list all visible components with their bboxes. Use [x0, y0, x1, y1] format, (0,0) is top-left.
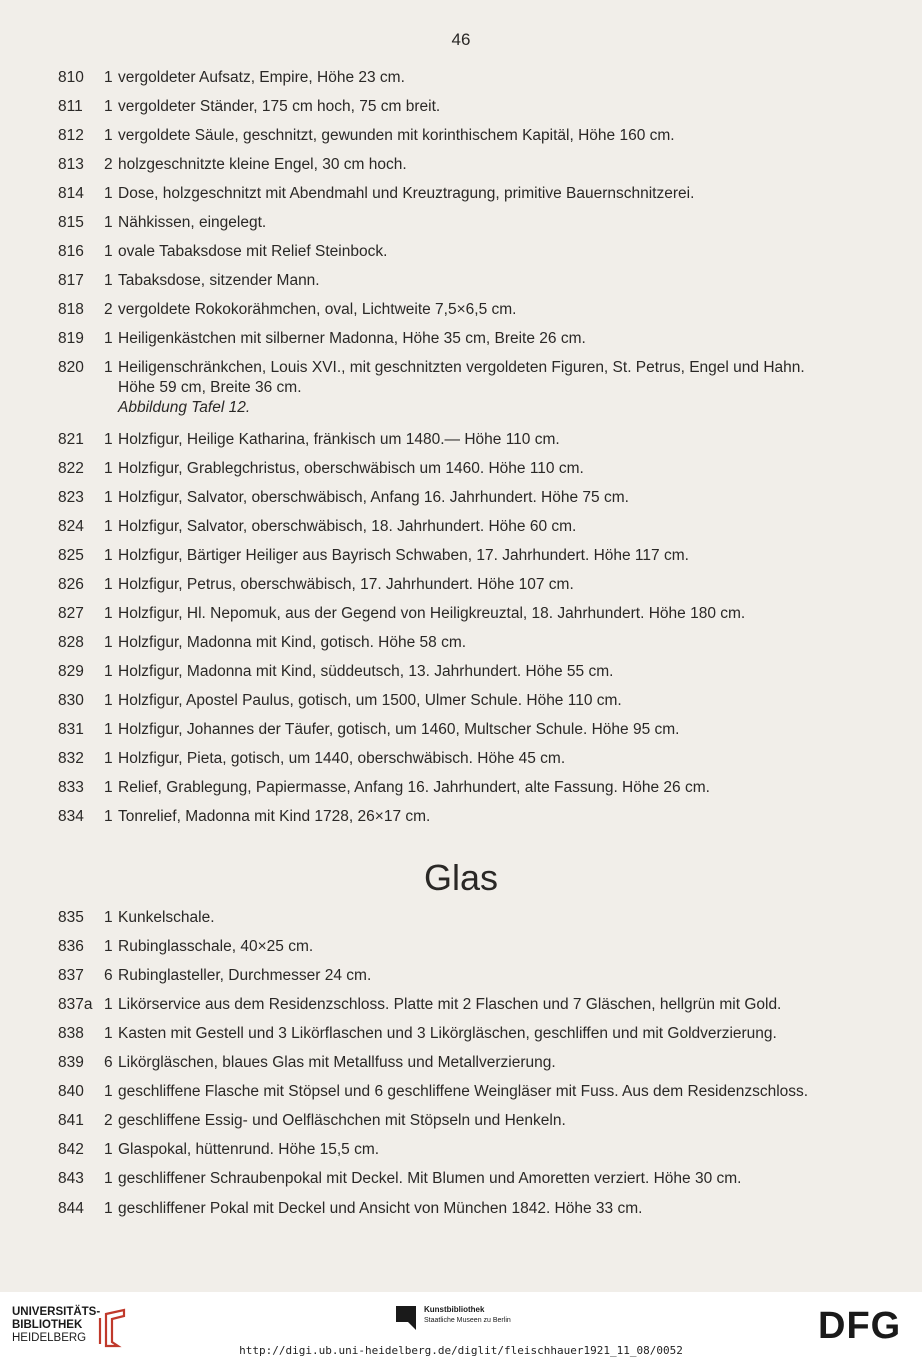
entry-description-line: Holzfigur, Salvator, oberschwäbisch, 18. Jahrhundert. Höhe 60 cm.	[118, 518, 577, 535]
entry-description	[118, 329, 884, 349]
kunstbibliothek-logo[interactable]	[396, 1304, 556, 1334]
entry-description	[118, 300, 884, 320]
entry-quantity: 1	[104, 605, 113, 622]
entry-number: 820	[58, 359, 84, 376]
entry-description	[118, 155, 884, 175]
entry-description	[118, 1140, 884, 1160]
entry-quantity: 2	[104, 301, 113, 318]
entry-description-line: Holzfigur, Petrus, oberschwäbisch, 17. Jahrhundert. Höhe 107 cm.	[118, 576, 574, 593]
entry-description	[118, 126, 884, 146]
entry-description	[118, 459, 884, 479]
entry-description-line: vergoldeter Aufsatz, Empire, Höhe 23 cm.	[118, 69, 405, 86]
entry-number: 834	[58, 808, 84, 825]
entry-quantity: 1	[104, 460, 113, 477]
entry-quantity: 1	[104, 663, 113, 680]
entry-description	[118, 488, 884, 508]
entry-description-line: Heiligenschränkchen, Louis XVI., mit geschnitzten vergoldeten Figuren, St. Petrus, Engel und Hahn.	[118, 359, 805, 376]
entry-quantity: 1	[104, 243, 113, 260]
entry-quantity: 1	[104, 634, 113, 651]
entry-description	[118, 807, 884, 827]
kunstbibliothek-mark-icon	[396, 1306, 416, 1330]
entry-description	[118, 358, 884, 418]
entry-description	[118, 691, 884, 711]
entry-description-line: Nähkissen, eingelegt.	[118, 214, 267, 231]
dfg-logo[interactable]: DFG	[818, 1305, 902, 1347]
entry-quantity: 1	[104, 779, 113, 796]
entry-description	[118, 1053, 884, 1073]
entry-description-line: geschliffene Essig- und Oelfläschchen mit Stöpseln und Henkeln.	[118, 1112, 566, 1129]
entry-number: 817	[58, 272, 84, 289]
entry-number: 823	[58, 489, 84, 506]
entry-description-line: Likörservice aus dem Residenzschloss. Platte mit 2 Flaschen und 7 Gläschen, hellgrün mit Gold.	[118, 996, 782, 1013]
entry-quantity: 1	[104, 1025, 113, 1042]
source-url[interactable]: http://digi.ub.uni-heidelberg.de/diglit/fleischhauer1921_11_08/0052	[239, 1344, 683, 1357]
section-heading-glas: Glas	[423, 857, 499, 898]
entry-number: 816	[58, 243, 84, 260]
entry-number: 813	[58, 156, 84, 173]
ub-line3: HEIDELBERG	[12, 1332, 87, 1344]
entry-number: 844	[58, 1200, 84, 1217]
entry-description	[118, 546, 884, 566]
entry-number: 815	[58, 214, 84, 231]
entry-number: 818	[58, 301, 84, 318]
entry-description-line: Holzfigur, Bärtiger Heiliger aus Bayrisch Schwaben, 17. Jahrhundert. Höhe 117 cm.	[118, 547, 689, 564]
entry-quantity: 1	[104, 272, 113, 289]
entry-quantity: 6	[104, 1054, 113, 1071]
entry-description-line: Holzfigur, Apostel Paulus, gotisch, um 1500, Ulmer Schule. Höhe 110 cm.	[118, 692, 622, 709]
entry-description	[118, 184, 884, 204]
ub-line1: UNIVERSITÄTS-	[12, 1306, 101, 1318]
entry-description-line: Holzfigur, Johannes der Täufer, gotisch, um 1460, Multscher Schule. Höhe 95 cm.	[118, 721, 680, 738]
entry-quantity: 1	[104, 489, 113, 506]
entry-quantity: 1	[104, 98, 113, 115]
entry-description	[118, 430, 884, 450]
kunstbibliothek-subtitle: Staatliche Museen zu Berlin	[424, 1317, 511, 1324]
entry-description	[118, 213, 884, 233]
entry-description-line: vergoldeter Ständer, 175 cm hoch, 75 cm breit.	[118, 98, 441, 115]
entry-quantity: 1	[104, 909, 113, 926]
entry-description	[118, 1111, 884, 1131]
entry-description-line: ovale Tabaksdose mit Relief Steinbock.	[118, 243, 388, 260]
entry-number: 810	[58, 69, 84, 86]
entry-description-line: Glaspokal, hüttenrund. Höhe 15,5 cm.	[118, 1141, 380, 1158]
ub-mark-icon	[92, 1308, 132, 1348]
entry-description-line: Holzfigur, Madonna mit Kind, süddeutsch, 13. Jahrhundert. Höhe 55 cm.	[118, 663, 614, 680]
entry-quantity: 1	[104, 692, 113, 709]
entry-number: 825	[58, 547, 84, 564]
entry-number: 830	[58, 692, 84, 709]
entry-description-line: Kunkelschale.	[118, 909, 215, 926]
entry-number: 821	[58, 431, 84, 448]
entry-description	[118, 97, 884, 117]
entry-description-line: Holzfigur, Salvator, oberschwäbisch, Anfang 16. Jahrhundert. Höhe 75 cm.	[118, 489, 629, 506]
entry-description	[118, 633, 884, 653]
entry-number: 843	[58, 1170, 84, 1187]
entry-quantity: 2	[104, 156, 113, 173]
entry-number: 839	[58, 1054, 84, 1071]
entry-description	[118, 1082, 884, 1102]
entry-description-line: Holzfigur, Madonna mit Kind, gotisch. Höhe 58 cm.	[118, 634, 467, 651]
entry-description-line: Rubinglasschale, 40×25 cm.	[118, 938, 314, 955]
entry-description	[118, 720, 884, 740]
entry-quantity: 1	[104, 518, 113, 535]
entry-description-line: Rubinglasteller, Durchmesser 24 cm.	[118, 967, 372, 984]
entry-number: 833	[58, 779, 84, 796]
entry-description	[118, 778, 884, 798]
entry-description-line: vergoldete Rokokorähmchen, oval, Lichtweite 7,5×6,5 cm.	[118, 301, 517, 318]
entry-quantity: 2	[104, 1112, 113, 1129]
entry-description-line: Holzfigur, Heilige Katharina, fränkisch um 1480.— Höhe 110 cm.	[118, 431, 560, 448]
entry-description-line: Tabaksdose, sitzender Mann.	[118, 272, 320, 289]
entry-description-line: Dose, holzgeschnitzt mit Abendmahl und Kreuztragung, primitive Bauernschnitzerei.	[118, 185, 695, 202]
ub-logo-text	[12, 1306, 100, 1345]
entry-description	[118, 271, 884, 291]
entry-quantity: 1	[104, 996, 113, 1013]
entry-description	[118, 604, 884, 624]
entry-description-line: geschliffener Pokal mit Deckel und Ansicht von München 1842. Höhe 33 cm.	[118, 1200, 643, 1217]
entry-quantity: 1	[104, 547, 113, 564]
entry-quantity: 1	[104, 1200, 113, 1217]
entry-quantity: 1	[104, 750, 113, 767]
entry-description	[118, 995, 884, 1015]
entry-number: 819	[58, 330, 84, 347]
entry-quantity: 1	[104, 330, 113, 347]
entry-description	[118, 937, 884, 957]
entry-description	[118, 966, 884, 986]
entry-number: 824	[58, 518, 84, 535]
entry-number: 832	[58, 750, 84, 767]
entry-quantity: 1	[104, 69, 113, 86]
entry-number: 828	[58, 634, 84, 651]
entry-quantity: 1	[104, 576, 113, 593]
entry-number: 826	[58, 576, 84, 593]
entry-description-line: Likörgläschen, blaues Glas mit Metallfuss und Metallverzierung.	[118, 1054, 556, 1071]
entry-number: 840	[58, 1083, 84, 1100]
entry-number: 822	[58, 460, 84, 477]
entry-description-line: Holzfigur, Grablegchristus, oberschwäbisch um 1460. Höhe 110 cm.	[118, 460, 584, 477]
entry-description	[118, 68, 884, 88]
entry-number: 838	[58, 1025, 84, 1042]
entry-quantity: 6	[104, 967, 113, 984]
entry-quantity: 1	[104, 185, 113, 202]
entry-description-line: geschliffene Flasche mit Stöpsel und 6 geschliffene Weingläser mit Fuss. Aus dem Residenzschloss.	[118, 1083, 809, 1100]
entry-number: 836	[58, 938, 84, 955]
entry-number: 812	[58, 127, 84, 144]
kunstbibliothek-name: Kunstbibliothek	[424, 1305, 485, 1314]
entry-quantity: 1	[104, 1141, 113, 1158]
page-number: 46	[451, 30, 471, 49]
entry-number: 842	[58, 1141, 84, 1158]
entry-description	[118, 517, 884, 537]
entry-description	[118, 1169, 884, 1189]
entry-number: 811	[58, 98, 83, 115]
entry-description-line: Tonrelief, Madonna mit Kind 1728, 26×17 cm.	[118, 808, 431, 825]
entry-description-line: Holzfigur, Hl. Nepomuk, aus der Gegend von Heiligkreuztal, 18. Jahrhundert. Höhe 180 cm.	[118, 605, 746, 622]
entry-quantity: 1	[104, 808, 113, 825]
entry-description	[118, 242, 884, 262]
entry-plate-reference: Abbildung Tafel 12.	[118, 399, 251, 416]
entry-quantity: 1	[104, 431, 113, 448]
entry-description-line: Holzfigur, Pieta, gotisch, um 1440, oberschwäbisch. Höhe 45 cm.	[118, 750, 566, 767]
entry-description	[118, 662, 884, 682]
entry-number: 837a	[58, 996, 93, 1013]
entry-description-line: Höhe 59 cm, Breite 36 cm.	[118, 379, 302, 396]
entry-description-line: vergoldete Säule, geschnitzt, gewunden mit korinthischem Kapitäl, Höhe 160 cm.	[118, 127, 675, 144]
entry-number: 831	[58, 721, 84, 738]
entry-number: 829	[58, 663, 84, 680]
entry-description-line: Heiligenkästchen mit silberner Madonna, Höhe 35 cm, Breite 26 cm.	[118, 330, 586, 347]
entry-quantity: 1	[104, 721, 113, 738]
entry-quantity: 1	[104, 1170, 113, 1187]
entry-description-line: holzgeschnitzte kleine Engel, 30 cm hoch.	[118, 156, 407, 173]
entry-description	[118, 1199, 884, 1219]
entry-number: 841	[58, 1112, 84, 1129]
ub-line2: BIBLIOTHEK	[12, 1319, 83, 1331]
entry-quantity: 1	[104, 359, 113, 376]
entry-description-line: geschliffener Schraubenpokal mit Deckel. Mit Blumen und Amoretten verziert. Höhe 30 cm.	[118, 1170, 742, 1187]
entry-description	[118, 1024, 884, 1044]
entry-number: 827	[58, 605, 84, 622]
entry-number: 837	[58, 967, 84, 984]
entry-quantity: 1	[104, 127, 113, 144]
entry-quantity: 1	[104, 1083, 113, 1100]
entry-quantity: 1	[104, 214, 113, 231]
entry-number: 814	[58, 185, 84, 202]
entry-description-line: Relief, Grablegung, Papiermasse, Anfang 16. Jahrhundert, alte Fassung. Höhe 26 cm.	[118, 779, 710, 796]
entry-quantity: 1	[104, 938, 113, 955]
entry-description	[118, 749, 884, 769]
entry-description-line: Kasten mit Gestell und 3 Likörflaschen und 3 Likörgläschen, geschliffen und mit Goldverzierung.	[118, 1025, 777, 1042]
entry-description	[118, 575, 884, 595]
entry-description	[118, 908, 884, 928]
entry-number: 835	[58, 909, 84, 926]
